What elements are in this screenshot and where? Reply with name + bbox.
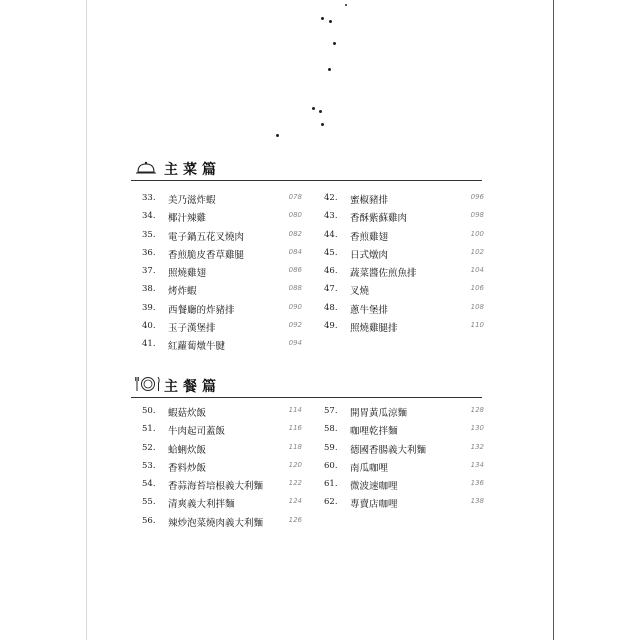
entry-title: 香煎脆皮香草雞腿 [168,249,245,261]
entry-title: 叉燒 [350,286,370,298]
entry-number: 49. [324,321,338,332]
entry-title: 咖哩乾拌麵 [350,426,398,438]
entry-page: 080 [288,211,302,220]
entry-title: 微波速咖哩 [350,481,398,493]
toc-entry[interactable] [142,190,302,208]
entry-number: 38. [142,284,156,295]
entry-number: 52. [142,442,156,453]
plate-cutlery-icon [135,376,161,396]
entry-page: 134 [470,460,484,469]
decor-dot [321,123,324,126]
toc-entry[interactable] [142,476,302,494]
entry-title: 清爽義大利拌麵 [168,499,235,511]
entry-title: 椰汁辣雞 [168,213,207,225]
entry-number: 40. [142,321,156,332]
cloche-icon [135,160,157,179]
toc-entry[interactable] [142,440,302,458]
toc-entry[interactable] [324,300,484,318]
page-right-edge [553,0,554,640]
entry-number: 51. [142,424,156,435]
toc-entry[interactable] [324,440,484,458]
toc-entry[interactable] [142,263,302,281]
entry-title: 香料炒飯 [168,462,207,474]
entry-page: 128 [470,406,484,414]
entry-title: 照燒雞翅 [168,268,207,280]
entry-title: 香煎雞翅 [350,231,389,243]
entry-number: 59. [324,442,338,453]
section-header-main-dishes [131,159,482,181]
entry-number: 53. [142,460,156,471]
toc-entry[interactable] [324,403,484,421]
entry-page: 130 [470,424,484,433]
entry-page: 118 [288,442,302,451]
entry-page: 082 [288,229,302,238]
decor-dot [312,107,315,110]
entry-number: 48. [324,302,338,313]
entry-title: 牛肉起司蓋飯 [168,426,226,438]
entry-title: 日式燉肉 [350,249,389,261]
toc-entry[interactable] [324,494,484,512]
toc-column-left [142,403,302,531]
entry-title: 辣炒泡菜燒肉義大利麵 [168,517,264,529]
decor-dot [319,110,322,113]
toc-entry[interactable] [142,318,302,336]
entry-page: 108 [470,302,484,311]
toc-entry[interactable] [142,300,302,318]
entry-title: 美乃滋炸蝦 [168,195,216,206]
entry-number: 34. [142,211,156,222]
entry-number: 45. [324,247,338,258]
toc-column-left [142,190,302,355]
entry-page: 098 [470,211,484,220]
entry-page: 126 [288,515,302,524]
section-header-main-meals [131,376,482,398]
entry-number: 54. [142,479,156,490]
entry-number: 35. [142,229,156,240]
entry-title: 香酥紫蘇雞肉 [350,213,408,225]
decor-dot [345,4,347,6]
entry-page: 110 [470,321,484,330]
entry-number: 61. [324,479,338,490]
decor-dot [333,42,336,45]
entry-number: 46. [324,266,338,277]
toc-entry[interactable] [142,227,302,245]
entry-page: 106 [470,284,484,293]
toc-entry[interactable] [142,494,302,512]
entry-title: 蔬菜醬佐煎魚排 [350,268,417,280]
toc-entry[interactable] [142,513,302,531]
entry-number: 55. [142,497,156,508]
entry-page: 104 [470,266,484,275]
toc-entry[interactable] [324,190,484,208]
toc-entry[interactable] [324,421,484,439]
toc-column-right [324,403,484,513]
entry-number: 50. [142,406,156,416]
entry-page: 116 [288,424,302,433]
section-title: 主菜篇 [164,162,221,178]
toc-entry[interactable] [142,208,302,226]
section-divider [131,397,482,398]
entry-page: 102 [470,247,484,256]
entry-title: 開胃黃瓜涼麵 [350,408,408,419]
toc-entry[interactable] [142,336,302,354]
toc-entry[interactable] [142,421,302,439]
entry-page: 124 [288,497,302,506]
toc-entry[interactable] [324,263,484,281]
toc-entry[interactable] [324,227,484,245]
entry-page: 078 [288,193,302,201]
entry-title: 照燒雞腿排 [350,323,398,335]
entry-title: 蔥牛堡排 [350,304,389,316]
entry-title: 紅蘿蔔燉牛腱 [168,341,226,353]
entry-number: 37. [142,266,156,277]
entry-page: 138 [470,497,484,506]
entry-number: 47. [324,284,338,295]
entry-title: 蛤蜊炊飯 [168,444,207,456]
entry-number: 57. [324,406,338,416]
entry-page: 092 [288,321,302,330]
entry-title: 德國香腸義大利麵 [350,444,427,456]
decor-dot [328,68,331,71]
toc-entry[interactable] [142,458,302,476]
entry-number: 56. [142,515,156,526]
section-divider [131,180,482,181]
entry-number: 39. [142,302,156,313]
entry-number: 62. [324,497,338,508]
entry-number: 44. [324,229,338,240]
toc-column-right [324,190,484,336]
entry-title: 專賣店咖哩 [350,499,398,511]
entry-title: 香蒜海苔培根義大利麵 [168,481,264,493]
entry-title: 玉子漢堡排 [168,323,216,335]
entry-page: 100 [470,229,484,238]
toc-entry[interactable] [324,208,484,226]
decor-dot [276,134,279,137]
entry-title: 烤炸蝦 [168,286,197,298]
entry-page: 084 [288,247,302,256]
section-title: 主餐篇 [164,379,221,395]
entry-number: 43. [324,211,338,222]
entry-title: 蜜椒豬排 [350,195,389,206]
decor-dot [321,17,324,20]
entry-page: 086 [288,266,302,275]
entry-number: 33. [142,193,156,203]
toc-entry[interactable] [142,281,302,299]
entry-page: 122 [288,479,302,488]
entry-number: 41. [142,339,156,350]
entry-page: 114 [288,406,302,414]
entry-title: 南瓜咖哩 [350,462,389,474]
decor-dot [329,20,332,23]
toc-entry[interactable] [324,458,484,476]
entry-page: 096 [470,193,484,201]
entry-page: 132 [470,442,484,451]
entry-page: 090 [288,302,302,311]
entry-page: 088 [288,284,302,293]
entry-page: 120 [288,460,302,469]
entry-number: 42. [324,193,338,203]
toc-entry[interactable] [324,281,484,299]
page-left-edge [86,0,87,640]
toc-entry[interactable] [142,245,302,263]
toc-entry[interactable] [324,476,484,494]
entry-page: 094 [288,339,302,348]
entry-page: 136 [470,479,484,488]
toc-entry[interactable] [142,403,302,421]
entry-number: 58. [324,424,338,435]
toc-entry[interactable] [324,318,484,336]
entry-title: 蝦菇炊飯 [168,408,207,419]
toc-entry[interactable] [324,245,484,263]
entry-number: 60. [324,460,338,471]
entry-number: 36. [142,247,156,258]
entry-title: 電子鍋五花叉燒肉 [168,231,245,243]
entry-title: 西餐廳的炸豬排 [168,304,235,316]
